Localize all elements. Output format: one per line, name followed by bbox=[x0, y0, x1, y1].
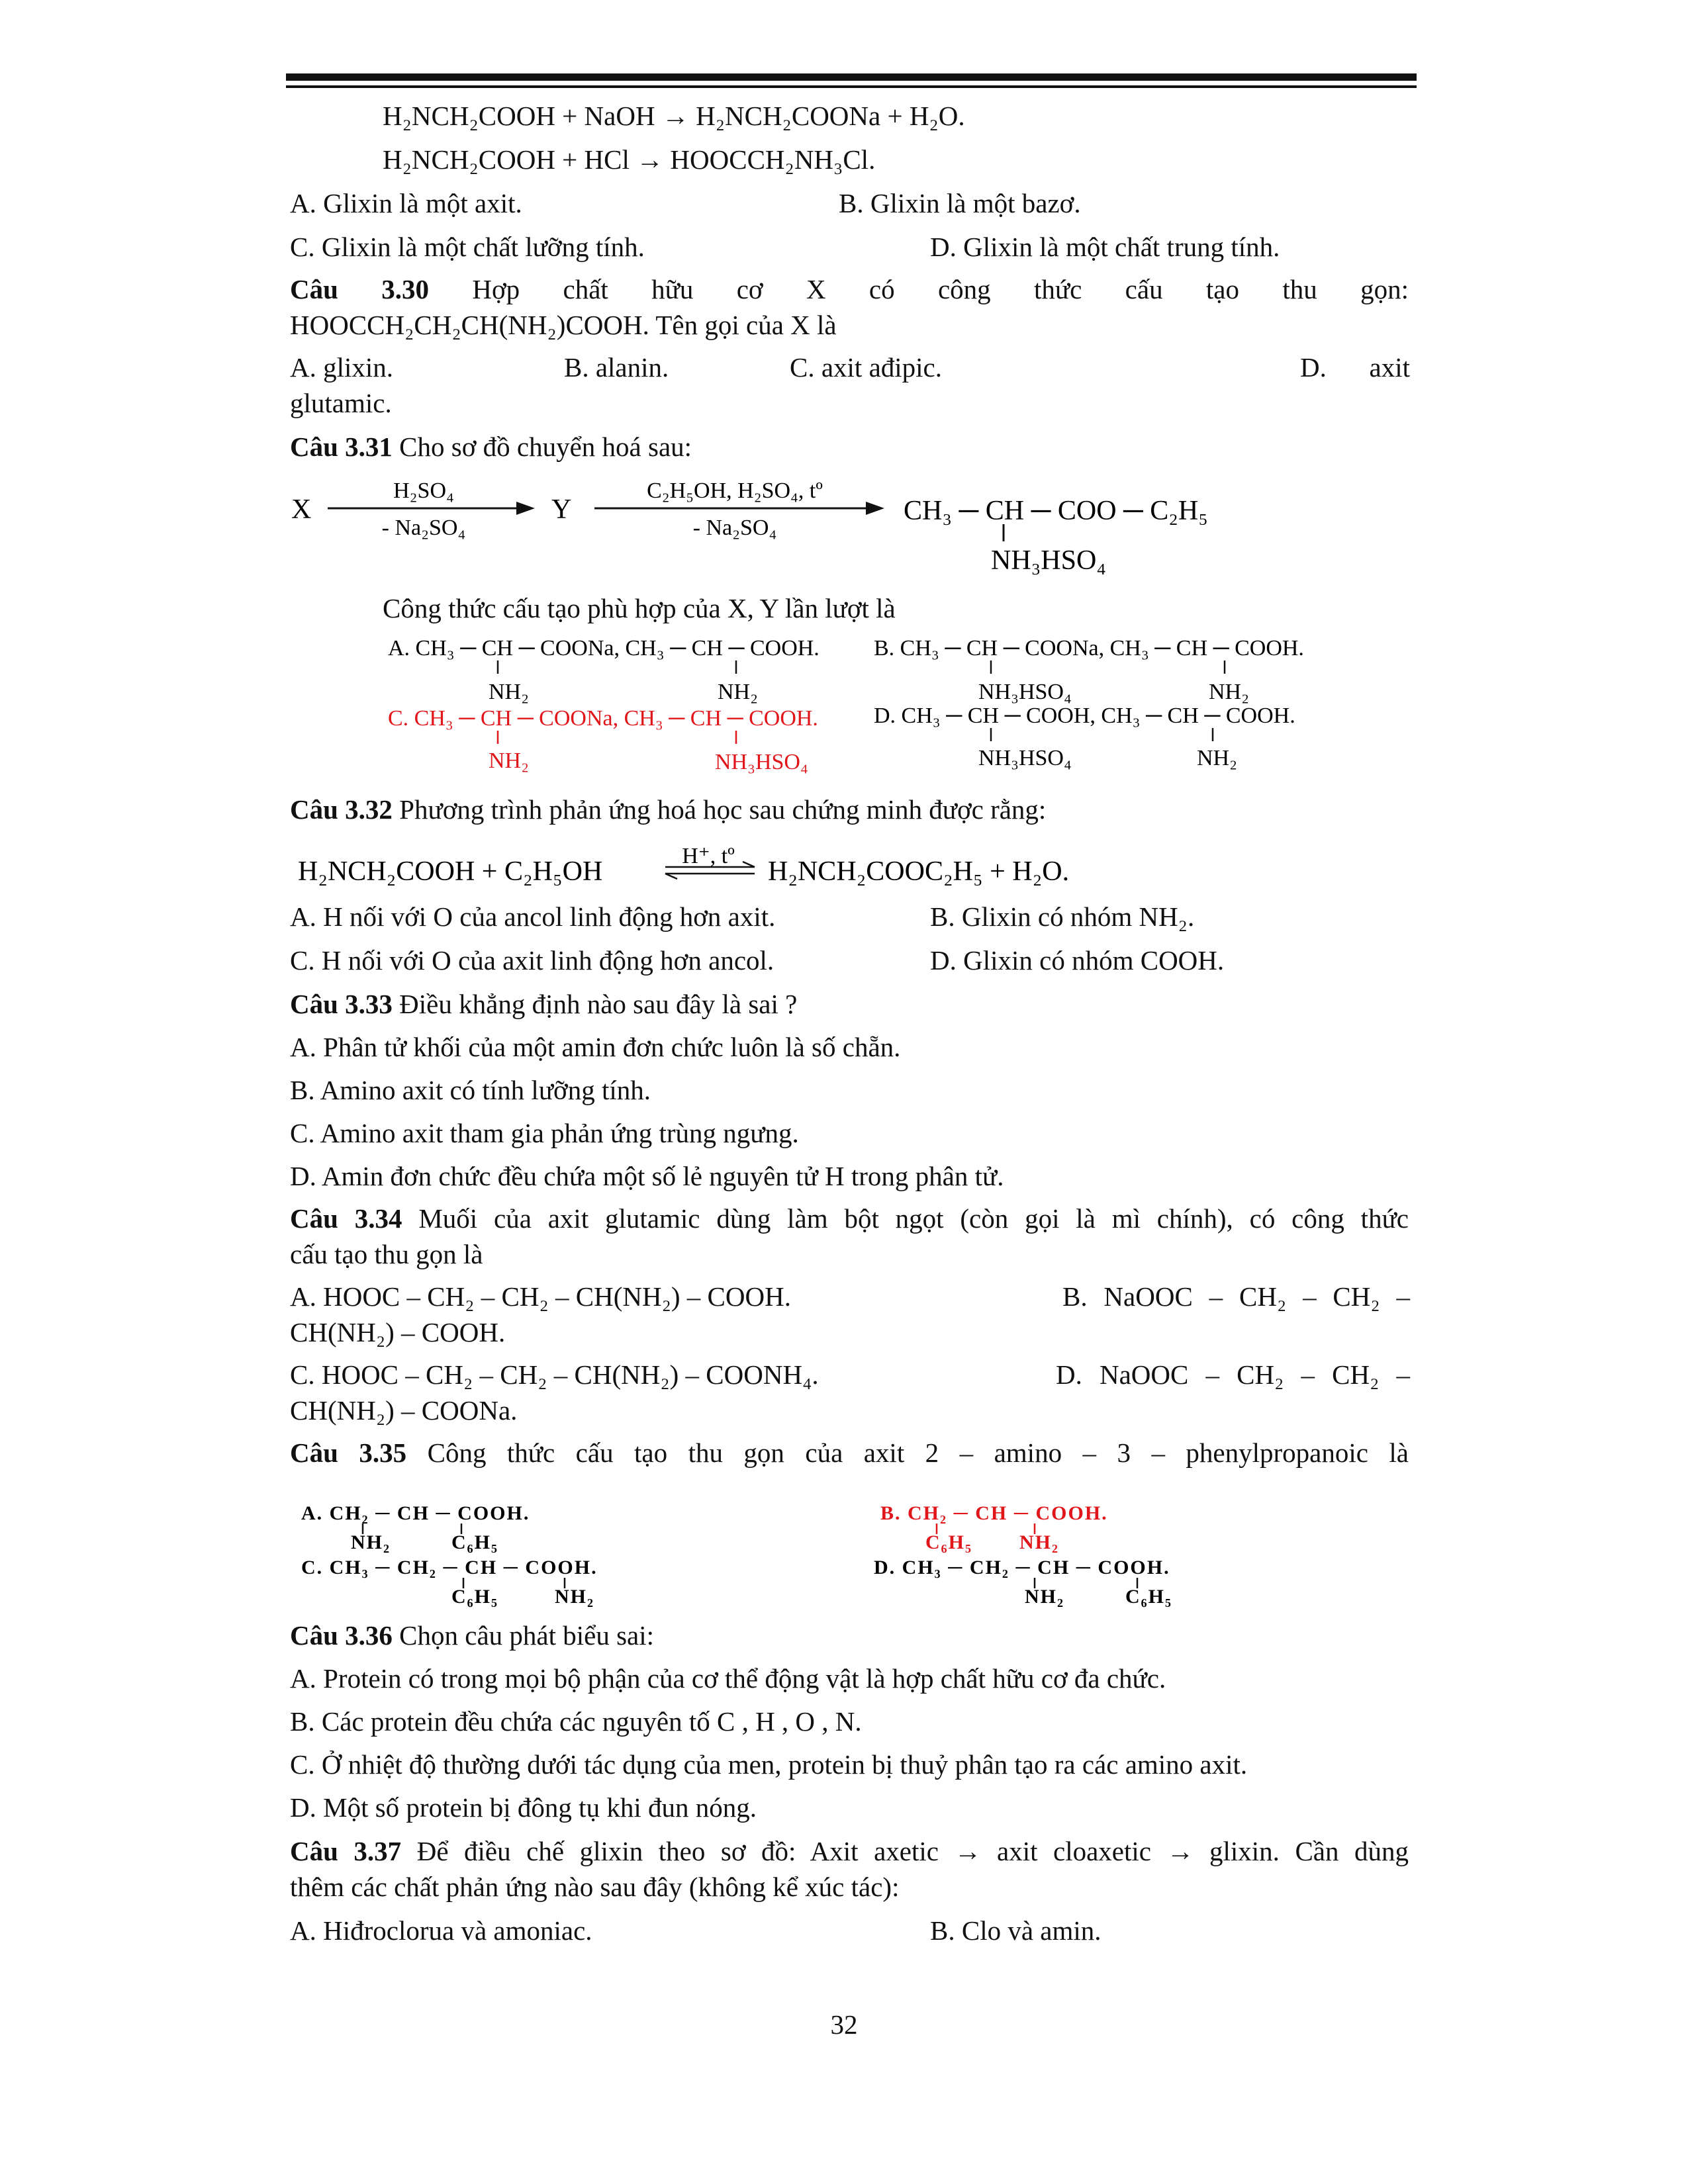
q35-option-a-sub1: NH₂ bbox=[351, 1531, 391, 1553]
q32-eq-condition: H⁺, tº bbox=[682, 844, 735, 868]
q35-stem: Câu 3.35 Công thức cấu tạo thu gọn của axit 2 – amino – 3 – phenylpropanoic là bbox=[290, 1437, 1409, 1468]
q34-option-d: D. NaOOC – CH₂ – CH₂ – bbox=[1056, 1359, 1410, 1390]
q31-option-b-sub2: NH₂ bbox=[1209, 680, 1249, 704]
q29-option-b: B. Glixin là một bazơ. bbox=[839, 188, 1081, 218]
scheme-r1-top: H₂SO₄ bbox=[393, 478, 454, 503]
q31-option-a-main: A. CH₃ ─ CH ─ COONa, CH₃ ─ CH ─ COOH. bbox=[388, 636, 820, 660]
q32-option-a: A. H nối với O của ancol linh động hơn axit. bbox=[290, 901, 776, 932]
q30-option-d: D. axit bbox=[1300, 352, 1410, 383]
q35-option-d-sub1: NH₂ bbox=[1025, 1586, 1064, 1608]
q32-option-d: D. Glixin có nhóm COOH. bbox=[930, 945, 1225, 976]
q32-eq-left: H₂NCH₂COOH + C₂H₅OH bbox=[298, 856, 603, 887]
q36-stem: Câu 3.36 Chọn câu phát biểu sai: bbox=[290, 1620, 655, 1651]
q36-option-d: D. Một số protein bị đông tụ khi đun nóng. bbox=[290, 1792, 757, 1823]
q35-option-d-main: D. CH₃ ─ CH₂ ─ CH ─ COOH. bbox=[874, 1557, 1170, 1578]
q31-option-d-sub1: NH₃HSO₄ bbox=[978, 746, 1072, 770]
scheme-r1-bottom: - Na₂SO₄ bbox=[381, 516, 466, 540]
equation-hcl: H₂NCH₂COOH + HCl → HOOCCH₂NH₃Cl. bbox=[383, 144, 876, 175]
q35-option-a-sub2: C₆H₅ bbox=[451, 1531, 498, 1553]
q35-option-c-sub2: NH₂ bbox=[555, 1586, 594, 1608]
q30-stem-line1: Câu 3.30 Hợp chất hữu cơ X có công thức cấu tạo thu gọn: bbox=[290, 274, 1409, 304]
scheme-x: X bbox=[291, 494, 312, 525]
q30-option-d-cont: glutamic. bbox=[290, 388, 392, 418]
q30-option-b: B. alanin. bbox=[564, 352, 669, 383]
page-number: 32 bbox=[830, 2009, 858, 2040]
q31-option-a-sub2: NH₂ bbox=[718, 680, 758, 704]
q30-stem-line2: HOOCCH₂CH₂CH(NH₂)COOH. Tên gọi của X là bbox=[290, 310, 837, 340]
q34-label: Câu 3.34 bbox=[290, 1203, 402, 1234]
q31-option-a-sub1: NH₂ bbox=[489, 680, 529, 704]
q31-option-b-main: B. CH₃ ─ CH ─ COONa, CH₃ ─ CH ─ COOH. bbox=[874, 636, 1304, 660]
scheme-y: Y bbox=[551, 494, 572, 525]
q34-option-b: B. NaOOC – CH₂ – CH₂ – bbox=[1062, 1281, 1410, 1312]
q34-stem-line1: Câu 3.34 Muối của axit glutamic dùng làm bột ngọt (còn gọi là mì chính), có công thức bbox=[290, 1203, 1409, 1234]
q35-option-c-main: C. CH₃ ─ CH₂ ─ CH ─ COOH. bbox=[301, 1557, 598, 1578]
q37-stem-line2: thêm các chất phản ứng nào sau đây (không kể xúc tác): bbox=[290, 1872, 900, 1902]
q30-label: Câu 3.30 bbox=[290, 274, 430, 304]
q36-option-a: A. Protein có trong mọi bộ phận của cơ thể động vật là hợp chất hữu cơ đa chức. bbox=[290, 1663, 1166, 1694]
q35-option-a-main: A. CH₂ ─ CH ─ COOH. bbox=[301, 1502, 530, 1524]
q37-stem-line1: Câu 3.37 Để điều chế glixin theo sơ đồ: Axit axetic → axit cloaxetic → glixin. Cần dùng bbox=[290, 1836, 1409, 1866]
q31-option-c-sub1: NH₂ bbox=[489, 749, 529, 773]
q36-option-b: B. Các protein đều chứa các nguyên tố C , H , O , N. bbox=[290, 1706, 862, 1737]
q31-stem: Câu 3.31 Cho sơ đồ chuyển hoá sau: bbox=[290, 432, 692, 462]
q34-option-a: A. HOOC – CH₂ – CH₂ – CH(NH₂) – COOH. bbox=[290, 1281, 791, 1312]
q35-option-c-sub1: C₆H₅ bbox=[451, 1586, 498, 1608]
q33-label: Câu 3.33 bbox=[290, 989, 393, 1019]
q37-label: Câu 3.37 bbox=[290, 1836, 402, 1866]
q31-option-b-sub1: NH₃HSO₄ bbox=[978, 680, 1072, 704]
scheme-r2-bottom: - Na₂SO₄ bbox=[692, 516, 777, 540]
q31-option-d-sub2: NH₂ bbox=[1197, 746, 1237, 770]
q30-option-a: A. glixin. bbox=[290, 352, 394, 383]
q34-option-c: C. HOOC – CH₂ – CH₂ – CH(NH₂) – COONH₄. bbox=[290, 1359, 819, 1390]
q34-stem-line2: cấu tạo thu gọn là bbox=[290, 1239, 483, 1269]
q33-option-a: A. Phân tử khối của một amin đơn chức luôn là số chẵn. bbox=[290, 1032, 901, 1062]
scheme-product: CH₃ ─ CH ─ COO ─ C₂H₅ bbox=[904, 496, 1208, 526]
q33-option-c: C. Amino axit tham gia phản ứng trùng ngưng. bbox=[290, 1118, 799, 1148]
q32-label: Câu 3.32 bbox=[290, 794, 393, 825]
q35-label: Câu 3.35 bbox=[290, 1437, 407, 1468]
q33-option-d: D. Amin đơn chức đều chứa một số lẻ nguyên tử H trong phân tử. bbox=[290, 1161, 1004, 1191]
q34-option-b-cont: CH(NH₂) – COOH. bbox=[290, 1317, 506, 1347]
q35-option-b-sub1: C₆H₅ bbox=[925, 1531, 972, 1553]
q33-stem: Câu 3.33 Điều khẳng định nào sau đây là sai ? bbox=[290, 989, 798, 1019]
q35-option-d-sub2: C₆H₅ bbox=[1125, 1586, 1172, 1608]
equation-naoh: H₂NCH₂COOH + NaOH → H₂NCH₂COONa + H₂O. bbox=[383, 101, 965, 131]
q29-option-d: D. Glixin là một chất trung tính. bbox=[930, 232, 1280, 262]
q32-option-b: B. Glixin có nhóm NH₂. bbox=[930, 901, 1195, 932]
q37-option-b: B. Clo và amin. bbox=[930, 1915, 1102, 1946]
q35-option-b-sub2: NH₂ bbox=[1019, 1531, 1059, 1553]
q32-eq-right: H₂NCH₂COOC₂H₅ + H₂O. bbox=[768, 856, 1070, 887]
q31-option-d-main: D. CH₃ ─ CH ─ COOH, CH₃ ─ CH ─ COOH. bbox=[874, 704, 1295, 728]
q34-option-d-cont: CH(NH₂) – COONa. bbox=[290, 1395, 518, 1426]
q31-option-c-main: C. CH₃ ─ CH ─ COONa, CH₃ ─ CH ─ COOH. bbox=[388, 706, 818, 731]
q33-option-b: B. Amino axit có tính lưỡng tính. bbox=[290, 1075, 651, 1105]
q30-option-c: C. axit ađipic. bbox=[790, 352, 943, 383]
q29-option-c: C. Glixin là một chất lưỡng tính. bbox=[290, 232, 645, 262]
scheme-r2-top: C₂H₅OH, H₂SO₄, tº bbox=[647, 478, 823, 503]
q31-question: Công thức cấu tạo phù hợp của X, Y lần lượt là bbox=[383, 593, 896, 623]
q36-label: Câu 3.36 bbox=[290, 1620, 393, 1651]
q36-option-c: C. Ở nhiệt độ thường dưới tác dụng của men, protein bị thuỷ phân tạo ra các amino axit. bbox=[290, 1749, 1248, 1780]
q31-option-c-sub2: NH₃HSO₄ bbox=[715, 750, 808, 774]
q32-option-c: C. H nối với O của axit linh động hơn ancol. bbox=[290, 945, 774, 976]
q32-stem: Câu 3.32 Phương trình phản ứng hoá học sau chứng minh được rằng: bbox=[290, 794, 1047, 825]
q31-label: Câu 3.31 bbox=[290, 432, 393, 462]
q29-option-a: A. Glixin là một axit. bbox=[290, 188, 522, 218]
q35-option-b-main: B. CH₂ ─ CH ─ COOH. bbox=[880, 1502, 1108, 1524]
q37-option-a: A. Hiđroclorua và amoniac. bbox=[290, 1915, 592, 1946]
scheme-product-sub: NH₃HSO₄ bbox=[991, 545, 1106, 576]
